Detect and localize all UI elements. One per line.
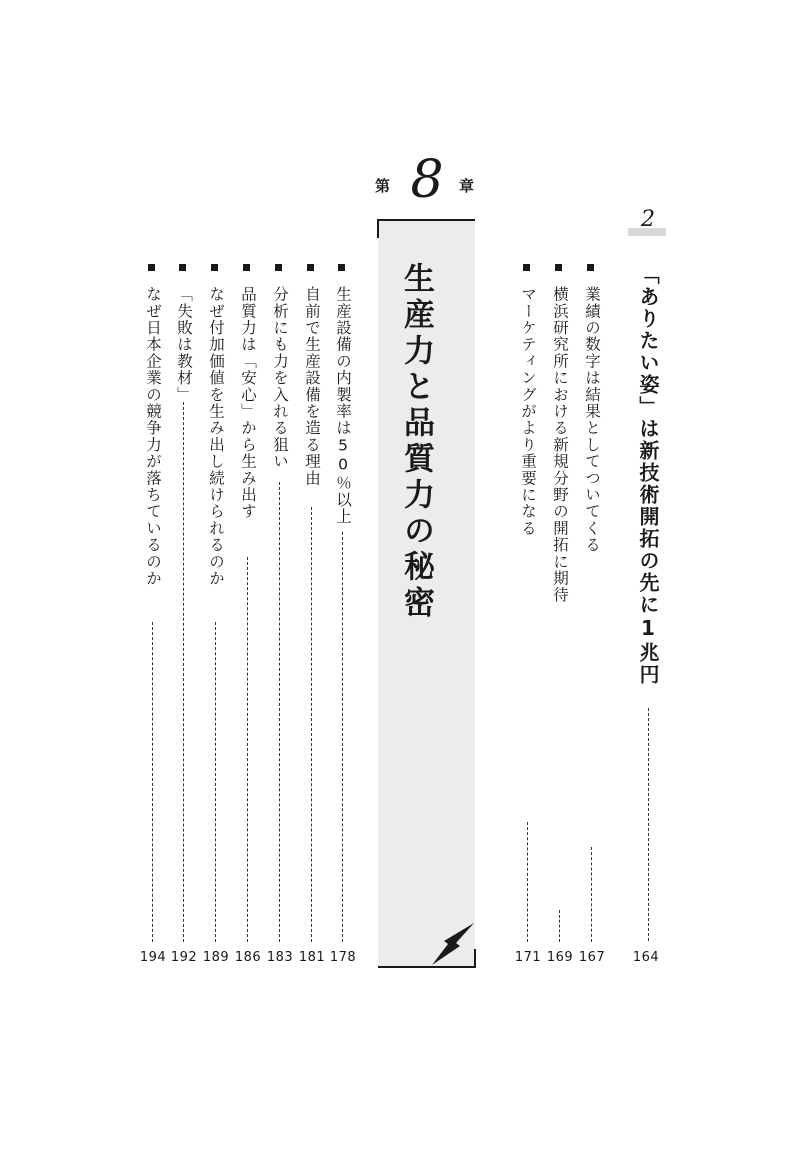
- entry-page-number: 192: [170, 950, 198, 965]
- toc-entry[interactable]: [516, 264, 540, 942]
- toc-entry[interactable]: [331, 264, 355, 942]
- section-title: 「ありたい姿」は新技術開拓の先に1兆円: [636, 264, 660, 686]
- entry-page-number: 169: [546, 950, 574, 965]
- leader-dots: [559, 910, 560, 942]
- entry-page-number: 167: [578, 950, 606, 965]
- entry-title: 生産設備の内製率は50％以上: [334, 286, 352, 525]
- bullet-square-icon: [179, 264, 186, 271]
- toc-entry[interactable]: [548, 264, 572, 942]
- entry-page-number: 189: [202, 950, 230, 965]
- leader-dots: [183, 402, 184, 942]
- entry-title: なぜ付加価値を生み出し続けられるのか: [207, 286, 225, 587]
- bullet-square-icon: [148, 264, 155, 271]
- toc-entry[interactable]: [236, 264, 260, 942]
- bullet-square-icon: [307, 264, 314, 271]
- bullet-square-icon: [211, 264, 218, 271]
- leader-dots: [342, 532, 343, 942]
- section-leader-dots: [648, 708, 649, 941]
- chapter-title: 生産力と品質力の秘密: [398, 262, 434, 622]
- entry-page-number: 171: [514, 950, 542, 965]
- leader-dots: [152, 622, 153, 942]
- entry-title: 横浜研究所における新規分野の開拓に期待: [551, 286, 569, 604]
- bullet-square-icon: [275, 264, 282, 271]
- chapter-number: 8: [410, 150, 444, 210]
- toc-entry[interactable]: [300, 264, 324, 942]
- bullet-square-icon: [555, 264, 562, 271]
- entry-title: 業績の数字は結果としてついてくる: [583, 286, 601, 554]
- leader-dots: [311, 507, 312, 942]
- section-page-number: 164: [632, 950, 660, 965]
- section-number: 2: [641, 207, 655, 232]
- lightning-bolt-icon: [430, 922, 476, 966]
- bullet-square-icon: [523, 264, 530, 271]
- entry-title: なぜ日本企業の競争力が落ちているのか: [144, 286, 162, 587]
- bullet-square-icon: [587, 264, 594, 271]
- entry-page-number: 186: [234, 950, 262, 965]
- entry-title: マーケティングがより重要になる: [519, 286, 537, 537]
- entry-page-number: 194: [139, 950, 167, 965]
- leader-dots: [247, 557, 248, 942]
- leader-dots: [591, 847, 592, 942]
- entry-title: 「失敗は教材」: [175, 286, 193, 403]
- bullet-square-icon: [243, 264, 250, 271]
- entry-page-number: 178: [329, 950, 357, 965]
- bullet-square-icon: [338, 264, 345, 271]
- toc-entry[interactable]: [204, 264, 228, 942]
- leader-dots: [215, 622, 216, 942]
- entry-title: 分析にも力を入れる狙い: [271, 286, 289, 470]
- leader-dots: [279, 482, 280, 942]
- toc-entry[interactable]: [172, 264, 196, 942]
- toc-entry[interactable]: [268, 264, 292, 942]
- entry-page-number: 181: [298, 950, 326, 965]
- entry-page-number: 183: [266, 950, 294, 965]
- chapter-label-first: 第: [375, 177, 391, 195]
- entry-title: 品質力は「安心」から生み出す: [239, 286, 257, 520]
- chapter-label-last: 章: [459, 177, 475, 195]
- toc-entry[interactable]: [141, 264, 165, 942]
- leader-dots: [527, 822, 528, 942]
- entry-title: 自前で生産設備を造る理由: [303, 286, 321, 487]
- toc-entry[interactable]: [580, 264, 604, 942]
